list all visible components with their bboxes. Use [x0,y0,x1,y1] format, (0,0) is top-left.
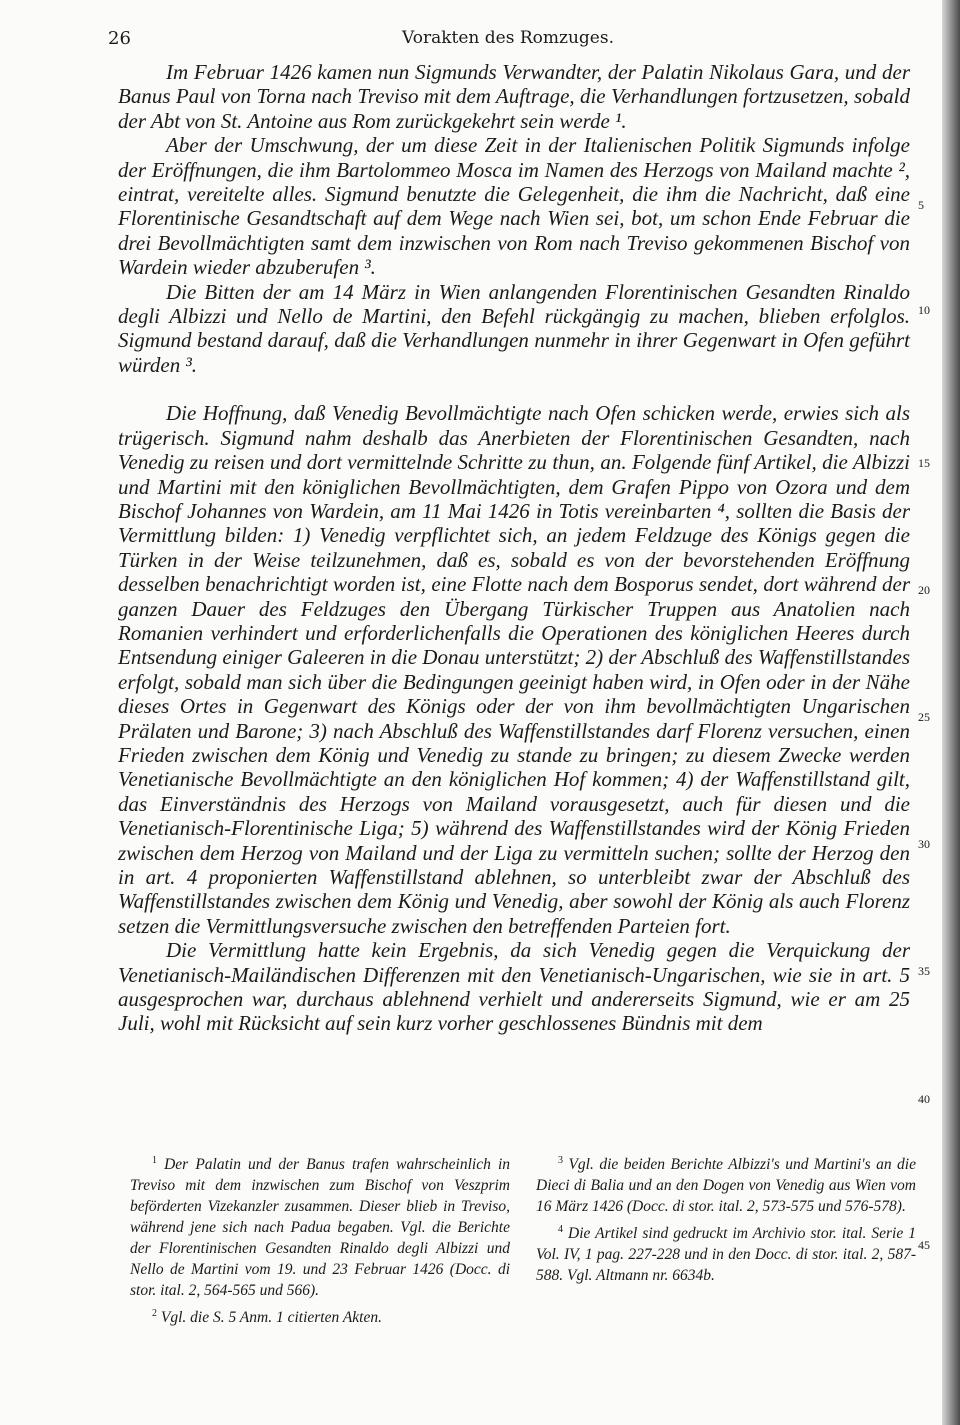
footnote-text: Vgl. die beiden Berichte Albizzi's und Martini's an die Dieci di Balia und an den Dogen von Venedig aus Wien vom 16 März 1426 (Docc. di stor. ital. 2, 573-575 und 576-578). [536,1156,916,1216]
footnote-text: Der Palatin und der Banus trafen wahrscheinlich in Treviso mit dem inzwischen zum Bischof von Veszprim beförderten Vizekanzler zusammen. Dieser blieb in Treviso, während jene sich nach Padua begaben. Vgl. die Berichte der Florentinischen Gesandten Rinaldo degli Albizzi und Nello de Martini vom 19. und 23 Februar 1426 (Docc. di stor. ital. 2, 564-565 und 566). [130,1156,511,1300]
paragraph-3: Die Bitten der am 14 März in Wien anlangenden Florentinischen Gesandten Rinaldo degli Albizzi und Nello de Martini, den Befehl rückgängig zu machen, blieben erfolglos. Sigmund bestand darauf, daß die Verhandlungen nunmehr in ihrer Gegenwart in Ofen geführt würden ³. [118,279,910,377]
page-number: 26 [108,28,131,49]
paragraph-2: Aber der Umschwung, der um diese Zeit in der Italienischen Politik Sigmunds infolge der Eröffnungen, die ihm Bartolommeo Mosca im Namen des Herzogs von Mailand machte ², eintrat, vereitelte alles. Sigmund benutzte die Gelegenheit, die ihm die Nachricht, daß eine Florentinische Gesandtschaft auf dem Wege nach Wien sei, bot, um schon Ende Februar die drei Bevollmächtigten samt dem inzwischen von Rom nach Treviso gekommenen Bischof von Wardein wieder abzuberufen ³. [118,133,910,280]
line-number: 25 [918,710,930,724]
line-number: 40 [918,1092,930,1106]
line-number: 30 [918,837,930,851]
footnote-mark: 4 [558,1224,563,1236]
page-edge-shadow [942,0,960,1425]
footnote-text: Die Artikel sind gedruckt im Archivio stor. ital. Serie 1 Vol. IV, 1 pag. 227-228 und in den Docc. di stor. ital. 2, 587-588. Vgl. Altmann nr. 6634b. [536,1225,917,1285]
footnote-3 [536,1150,916,1217]
footnote-mark: 3 [558,1155,563,1166]
footnote-4 [536,1219,916,1286]
line-number: 10 [918,303,930,317]
line-number: 15 [918,456,930,470]
body-text [118,60,910,1036]
footnote-mark: 1 [152,1155,157,1166]
footnote-mark: 2 [152,1308,157,1320]
line-number: 35 [918,964,930,978]
running-title: Vorakten des Romzuges. [402,28,614,48]
footnote-column-left [130,1150,510,1330]
footnote-2 [130,1303,510,1328]
footnote-text: Vgl. die S. 5 Anm. 1 citierten Akten. [160,1309,382,1327]
footnote-1 [130,1150,510,1301]
line-number: 5 [918,198,924,212]
footnotes [118,1150,918,1370]
line-number: 20 [918,583,930,597]
paragraph-5: Die Vermittlung hatte kein Ergebnis, da sich Venedig gegen die Verquickung der Venetianisch-Mailändischen Differenzen mit den Venetianisch-Ungarischen, wie sie in art. 5 ausgesprochen war, durchaus ablehnend verhielt und andererseits Sigmund, wie er am 25 Juli, wohl mit Rücksicht auf sein kurz vorher geschlossenes Bündnis mit dem [118,938,910,1036]
paragraph-1: Im Februar 1426 kamen nun Sigmunds Verwandter, der Palatin Nikolaus Gara, und der Banus Paul von Torna nach Treviso mit dem Auftrage, die Verhandlungen fortzusetzen, sobald der Abt von St. Antoine aus Rom zurückgekehrt sein werde ¹. [118,60,910,133]
page-header [108,28,908,58]
paragraph-4: Die Hoffnung, daß Venedig Bevollmächtigte nach Ofen schicken werde, erwies sich als trügerisch. Sigmund nahm deshalb das Anerbieten der Florentinischen Gesandten, nach Venedig zu reisen und dort vermittelnde Schritte zu thun, an. Folgende fünf Artikel, die Albizzi und Martini mit den königlichen Bevollmächtigten, dem Grafen Pippo von Ozora und dem Bischof Johannes von Wardein, am 11 Mai 1426 in Totis vereinbarten ⁴, sollten die Basis der Vermittlung bilden: 1) Venedig verpflichtet sich, an jedem Feldzuge des Königs gegen die Türken in der Weise teilzunehmen, daß es, sobald es von der bevorstehenden Eröffnung desselben benachrichtigt worden ist, eine Flotte nach dem Bosporus sendet, dort während der ganzen Dauer des Feldzuges den Übergang Türkischer Truppen aus Anatolien nach Romanien verhindert und erforderlichenfalls die Operationen des königlichen Heeres durch Entsendung einiger Galeeren in die Donau unterstützt; 2) der Abschluß des Waffenstillstandes erfolgt, sobald man sich über die Bedingungen geeinigt haben wird, in Ofen oder in der Nähe dieses Ortes in Gegenwart des Königs oder der von ihm bevollmächtigten Ungarischen Prälaten und Barone; 3) nach Abschluß des Waffenstillstandes darf Florenz versuchen, einen Frieden zwischen dem König und Venedig zu stande zu bringen; zu diesem Zwecke werden Venetianische Bevollmächtigte an den königlichen Hof kommen; 4) der Waffenstillstand gilt, das Einverständnis des Herzogs von Mailand vorausgesetzt, auch für diesen und die Venetianisch-Florentinische Liga; 5) während des Waffenstillstandes wird der König Frieden zwischen dem Herzog von Mailand und der Liga zu vermitteln suchen; sollte der Herzog den in art. 4 proponierten Waffenstillstand ablehnen, so unterbleibt zwar der Abschluß des Waffenstillstandes zwischen dem König und Venedig, aber sowohl der König als auch Florenz setzen die Vermittlungsversuche zwischen den betreffenden Parteien fort. [118,401,910,938]
line-number: 45 [918,1238,930,1252]
footnote-column-right [536,1150,916,1288]
